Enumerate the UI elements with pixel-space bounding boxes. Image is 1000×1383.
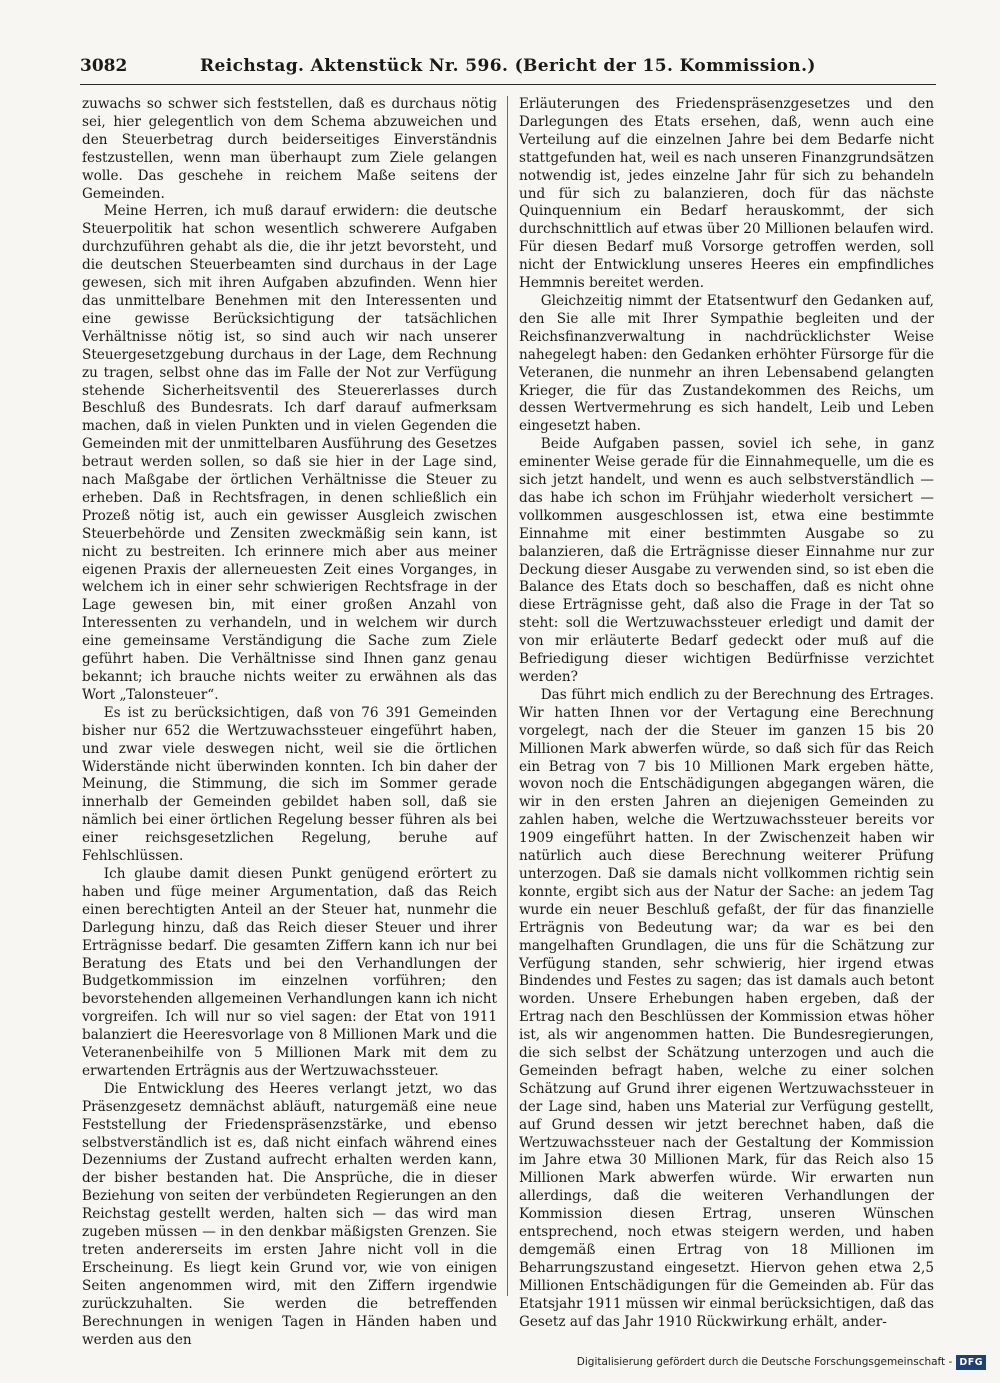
digitization-credit: Digitalisierung gefördert durch die Deutsche Forschungsgemeinschaft -: [576, 1356, 953, 1368]
left-column: [82, 96, 497, 1348]
paragraph: Erläuterungen des Friedenspräsenzgesetzes und den Darlegungen des Etats ersehen, daß, wenn auch eine Verteilung auf die einzelnen Jahre bei dem Bedarfe nicht stattgefunden hat, weil es nach unseren Finanzgrundsätzen notwendig ist, jedes einzelne Jahr für sich zu behandeln und für sich zu balanzieren, doch für das nächste Quinquennium ein Bedarf herauskommt, der sich durchschnittlich auf etwas über 20 Millionen belaufen wird. Für diesen Bedarf muß Vorsorge getroffen werden, soll nicht der Entwicklung unseres Heeres ein empfindliches Hemmnis bereitet werden.: [519, 96, 934, 292]
page-header: [80, 56, 936, 82]
header-rule: [80, 84, 936, 85]
paragraph: Die Entwicklung des Heeres verlangt jetzt, wo das Präsenzgesetz demnächst abläuft, naturgemäß eine neue Feststellung der Friedenspräsenzstärke, und ebenso selbstverständlich ist es, daß nicht einfach während eines Dezenniums der Zustand aufrecht erhalten werden kann, der bisher bestanden hat. Die Ansprüche, die in dieser Beziehung von seiten der verbündeten Regierungen an den Reichstag gestellt werden, halten sich — das wird man zugeben müssen — in den denkbar mäßigsten Grenzen. Sie treten andererseits im ersten Jahre nicht voll in die Erscheinung. Es liegt kein Grund vor, wie von einigen Seiten angenommen wird, mit den Ziffern irgendwie zurückzuhalten. Sie werden die betreffenden Berechnungen in wenigen Tagen in Händen haben und werden aus den: [82, 1080, 497, 1348]
paragraph: Das führt mich endlich zu der Berechnung des Ertrages. Wir hatten Ihnen vor der Vertagung eine Berechnung vorgelegt, nach der die Steuer im ganzen 15 bis 20 Millionen Mark abwerfen würde, so daß sich für das Reich ein Betrag von 7 bis 10 Millionen Mark ergeben hätte, wovon noch die Entschädigungen abgegangen wären, die wir in den ersten Jahren an diejenigen Gemeinden zu zahlen haben, welche die Wertzuwachssteuer bereits vor 1909 eingeführt hatten. In der Zwischenzeit haben wir natürlich auch diese Berechnung weiterer Prüfung unterzogen. Daß sie damals nicht vollkommen richtig sein konnte, ergibt sich aus der Natur der Sache: an jedem Tag wurde ein neuer Beschluß gefaßt, der für das finanzielle Erträgnis von Bedeutung war; da war es bei den mangelhaften Grundlagen, die uns für die Schätzung zur Verfügung standen, sehr schwierig, hier irgend etwas Bindendes und Festes zu sagen; das ist damals auch betont worden. Unsere Erhebungen haben ergeben, daß der Ertrag nach den Beschlüssen der Kommission etwas höher ist, als wir angenommen hatten. Die Bundesregierungen, die sich selbst der Schätzung unterzogen und auch die Gemeinden befragt haben, welche zu einer solchen Schätzung auf Grund ihrer eigenen Wertzuwachssteuer in der Lage sind, haben uns Material zur Verfügung gestellt, auf Grund dessen wir jetzt berechnet haben, daß die Wertzuwachssteuer nach der Gestaltung der Kommission im Jahre etwa 30 Millionen Mark, für das Reich also 15 Millionen Mark abwerfen würde. Wir erwarten nun allerdings, daß die weiteren Verhandlungen der Kommission diesen Ertrag, unseren Wünschen entsprechend, noch etwas steigern werden, und haben demgemäß einen Ertrag von 18 Millionen im Beharrungszustand eingesetzt. Hiervon gehen etwa 2,5 Millionen Entschädigungen für die Gemeinden ab. Für das Etatsjahr 1911 müssen wir einmal berücksichtigen, daß das Gesetz auf das Jahr 1910 Rückwirkung erhält, ander-: [519, 686, 934, 1330]
running-title: Reichstag. Aktenstück Nr. 596. (Bericht der 15. Kommission.): [200, 56, 816, 76]
paragraph: Meine Herren, ich muß darauf erwidern: die deutsche Steuerpolitik hat schon wesentlich schwerere Aufgaben durchzuführen gehabt als die, die ihr jetzt bevorsteht, und die deutschen Steuerbeamten sind durchaus in der Lage gewesen, sich mit ihren Aufgaben abzufinden. Wenn hier das unmittelbare Benehmen mit den Interessenten und eine gewisse Berücksichtigung der tatsächlichen Verhältnisse nötig ist, so sind auch wir nach unserer Steuergesetzgebung durchaus in der Lage, dem Rechnung zu tragen, selbst ohne das im Falle der Not zur Verfügung stehende Sicherheitsventil des Steuererlasses durch Beschluß des Bundesrats. Ich darf darauf aufmerksam machen, daß in vielen Punkten und in vielen Gegenden die Gemeinden mit der unmittelbaren Ausführung des Gesetzes betraut werden sollen, so daß sie hier in der Lage sind, nach Maßgabe der örtlichen Verhältnisse die Steuer zu erheben. Daß in Rechtsfragen, in denen schließlich ein Prozeß nötig ist, auch ein gewisser Ausgleich zwischen Steuerbehörde und Zensiten zweckmäßig sein kann, ist nicht zu bestreiten. Ich erinnere mich aber aus meiner eigenen Praxis der allerneuesten Zeit eines Vorganges, in welchem ich in einer sehr schwierigen Rechtsfrage in der Lage gewesen bin, mit einer großen Anzahl von Interessenten zu verhandeln, und in welchem wir durch eine gemeinsame Verständigung die Sache zum Ziele geführt haben. Die Verhältnisse sind Ihnen ganz genau bekannt; ich brauche nichts weiter zu erwähnen als das Wort „Talonsteuer“.: [82, 203, 497, 703]
column-divider: [507, 96, 508, 1296]
digitization-footer: [577, 1351, 986, 1373]
right-column: [519, 96, 934, 1330]
paragraph: Beide Aufgaben passen, soviel ich sehe, in ganz eminenter Weise gerade für die Einnahmequelle, um die es sich jetzt handelt, und wenn es auch selbstverständlich — das habe ich schon im Frühjahr wiederholt versichert — vollkommen ausgeschlossen ist, etwa eine bestimmte Einnahme mit einer bestimmten Ausgabe so zu balanzieren, daß die Erträgnisse dieser Einnahme nur zur Deckung dieser Ausgabe zu verwenden sind, so ist eben die Balance des Etats doch so beschaffen, daß es nicht ohne diese Erträgnisse geht, daß also die Frage in der Tat so steht: soll die Wertzuwachssteuer erledigt und damit der von mir erläuterte Bedarf gedeckt oder muß auf die Befriedigung dieser wichtigen Bedürfnisse verzichtet werden?: [519, 436, 934, 685]
paragraph: Gleichzeitig nimmt der Etatsentwurf den Gedanken auf, den Sie alle mit Ihrer Sympathie begleiten und der Reichsfinanzverwaltung in nachdrücklichster Weise nahegelegt haben: den Gedanken erhöhter Fürsorge für die Veteranen, die nunmehr an ihren Lebensabend gelangten Krieger, die für das Zustandekommen des Reichs, um dessen Wertvermehrung es sich handelt, Leib und Leben eingesetzt haben.: [519, 292, 934, 435]
page-number: 3082: [80, 56, 128, 76]
paragraph: zuwachs so schwer sich feststellen, daß es durchaus nötig sei, hier gelegentlich von dem Schema abzuweichen und den Steuerbetrag durch beiderseitiges Einverständnis festzustellen, wenn man überhaupt zum Ziele gelangen wolle. Das geschehe in reichem Maße seitens der Gemeinden.: [82, 96, 497, 202]
paragraph: Ich glaube damit diesen Punkt genügend erörtert zu haben und füge meiner Argumentation, daß das Reich einen berechtigten Anteil an der Steuer hat, nunmehr die Darlegung hinzu, daß das Reich dieser Steuer und ihrer Erträgnisse bedarf. Die gesamten Ziffern kann ich nur bei Beratung des Etats und bei den Verhandlungen der Budgetkommission im einzelnen vorführen; den bevorstehenden allgemeinen Verhandlungen kann ich nicht vorgreifen. Ich will nur so viel sagen: der Etat von 1911 balanziert die Heeresvorlage von 8 Millionen Mark und die Veteranenbeihilfe von 5 Millionen Mark mit dem zu erwartenden Erträgnis aus der Wertzuwachssteuer.: [82, 865, 497, 1079]
paragraph: Es ist zu berücksichtigen, daß von 76 391 Gemeinden bisher nur 652 die Wertzuwachssteuer eingeführt haben, und zwar viele deswegen nicht, weil sie die örtlichen Widerstände nicht überwinden konnten. Ich bin daher der Meinung, die Stimmung, die sich im Sommer gerade innerhalb der Gemeinden gebildet haben soll, daß sie nämlich bei einer örtlichen Regelung besser führen als bei einer reichsgesetzlichen Regelung, beruhe auf Fehlschlüssen.: [82, 704, 497, 865]
dfg-logo-icon: DFG: [956, 1355, 986, 1370]
